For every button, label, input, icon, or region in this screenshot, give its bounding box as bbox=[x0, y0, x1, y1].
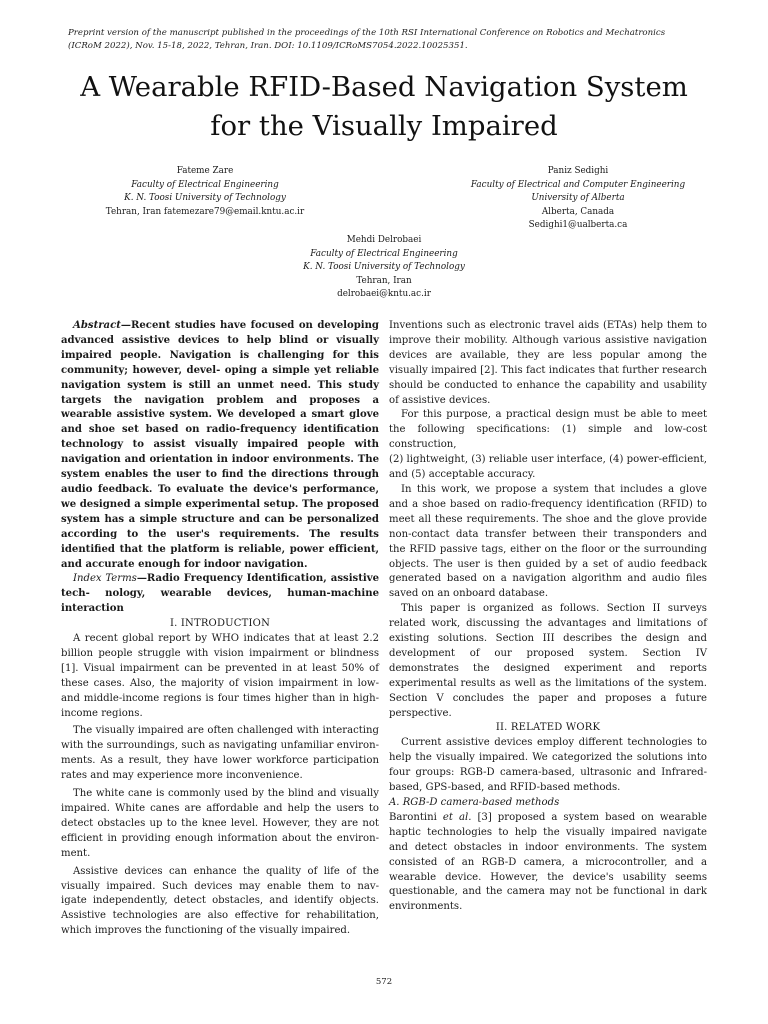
author-name: Paniz Sedighi bbox=[547, 166, 609, 176]
author-email: Sedighi1@ualberta.ca bbox=[528, 220, 628, 231]
author-university: K. N. Toosi University of Technology bbox=[303, 262, 465, 273]
title-line-2: for the Visually Impaired bbox=[210, 110, 558, 142]
paragraph: Current assistive devices employ different technologies to help the visually impaired. We categorized the solutions into four groups: RGB-D camera-based, ultrasonic and Infrared-based, GPS-based, and RFID-based methods. bbox=[389, 737, 707, 794]
author-dept: Faculty of Electrical Engineering bbox=[310, 248, 458, 259]
author-name: Fateme Zare bbox=[176, 166, 234, 176]
paragraph: This paper is organized as follows. Section II surveys related work, discussing the advantages and limitations of existing solutions. Section III describes the design and development of our proposed system. Section IV demonstrates the designed experiment and reports experimental results as well as the limitations of the system. Section V concludes the paper and proposes a future perspective. bbox=[389, 603, 707, 719]
paragraph: The white cane is commonly used by the blind and visually impaired. White canes are affordable and help the users to detect obstacles up to the knee level. However, they are not efficient in providing enough information about the environ- ment. bbox=[61, 788, 379, 859]
author-name: Mehdi Delrobaei bbox=[346, 235, 422, 245]
author-dept: Faculty of Electrical Engineering bbox=[131, 179, 279, 190]
paragraph: For this purpose, a practical design must be able to meet the following specifications: (1) simple and low-cost construction, bbox=[389, 409, 707, 451]
preprint-line-1: Preprint version of the manuscript published in the proceedings of the 10th RSI International Conference on Robotics and Mechatronics bbox=[68, 28, 666, 38]
preprint-line-2: (ICRoM 2022), Nov. 15-18, 2022, Tehran, Iran. DOI: 10.1109/ICRoMS7054.2022.10025351. bbox=[68, 40, 468, 51]
page-number: 572 bbox=[375, 977, 393, 987]
author-dept: Faculty of Electrical and Computer Engineering bbox=[470, 179, 686, 190]
author-location: Tehran, Iran bbox=[356, 275, 412, 286]
right-column bbox=[389, 319, 707, 915]
section-heading-introduction: I. INTRODUCTION bbox=[169, 618, 271, 630]
paragraph: Assistive devices can enhance the quality of life of the visually impaired. Such devices may enable them to nav- igate independently, detect obstacles, and identify objects. Assistive technologies are also effective for rehabilitation, which improves the functioning of the visually impaired. bbox=[61, 865, 379, 937]
author-block-2 bbox=[448, 165, 708, 233]
author-university: K. N. Toosi University of Technology bbox=[124, 193, 286, 204]
paper-title bbox=[0, 68, 768, 146]
author-block-1 bbox=[80, 165, 330, 219]
author-email: delrobaei@kntu.ac.ir bbox=[337, 289, 431, 300]
author-location-email: Tehran, Iran fatemezare79@email.kntu.ac.ir bbox=[105, 206, 305, 217]
cited-author: Barontini bbox=[389, 811, 437, 823]
et-al: et al. bbox=[442, 811, 472, 823]
paragraph: In this work, we propose a system that includes a glove and a shoe based on radio-frequency identification (RFID) to meet all these requirements. The shoe and the glove provide non-contact data transfer between their transponders and the RFID passive tags, either on the floor or the surrounding objects. The user is then guided by a set of audio feedback generated based on a navigation algorithm and audio files saved on an onboard database. bbox=[389, 483, 707, 600]
abstract: Abstract—Recent studies have focused on developing advanced assistive devices to help blind or visually impaired people. Navigation is challenging for this community; however, devel- oping a simple yet reliable navigation system is still an unmet need. This study targets the navigation problem and proposes a wearable assistive system. We developed a smart glove and shoe set based on radio-frequency identification technology to assist visually impaired people with navigation and orientation in indoor environments. The system enables the user to find the directions through audio feedback. To evaluate the device's performance, we designed a simple experimental setup. The proposed system has a simple structure and can be personalized according to the user's requirements. The results identified that the platform is reliable, power efficient, and accurate enough for indoor navigation. bbox=[61, 320, 379, 570]
paragraph-text: [3] proposed a system based on wearable haptic technologies to help the visually impaired navigate and detect obstacles in indoor environments. The system consisted of an RGB-D camera, a microcontroller, and a wearable device. However, the device's usability seems questionable, and the camera may not be functional in dark environments. bbox=[389, 811, 707, 913]
paragraph: (2) lightweight, (3) reliable user interface, (4) power-efficient, and (5) acceptable accuracy. bbox=[389, 454, 707, 481]
paragraph bbox=[389, 811, 707, 915]
index-terms-text: Radio Frequency Identification, assistive tech- nology, wearable devices, human-machine interaction bbox=[61, 573, 379, 615]
index-terms-label: Index Terms bbox=[73, 573, 137, 585]
section-heading-related-work: II. RELATED WORK bbox=[495, 722, 601, 734]
left-column bbox=[61, 319, 379, 939]
author-block-3 bbox=[259, 234, 509, 302]
author-location: Alberta, Canada bbox=[541, 206, 615, 217]
paragraph: Inventions such as electronic travel aids (ETAs) help them to improve their mobility. Although various assistive navigation devices are available, they are less popular among the visually impaired [2]. This fact indicates that further research should be conducted to enhance the capability and usability of assistive devices. bbox=[389, 320, 707, 406]
paragraph: A recent global report by WHO indicates that at least 2.2 billion people struggle with vision impairment or blindness [1]. Visual impairment can be prevented in at least 50% of these cases. Also, the majority of vision impairment in low- and middle-income regions is four times higher than in high-income regions. bbox=[61, 633, 379, 719]
abstract-label: Abstract bbox=[73, 320, 121, 331]
index-terms: Index Terms—Radio Frequency Identification, assistive tech- nology, wearable devices, human-machine interaction bbox=[61, 573, 379, 615]
paragraph: The visually impaired are often challenged with interacting with the surroundings, such as navigating unfamiliar environ- ments. As a result, they have lower workforce participation rates and may experience more inconvenience. bbox=[61, 725, 379, 782]
abstract-text: Recent studies have focused on developing advanced assistive devices to help blind or visually impaired people. Navigation is challenging for this community; however, devel- oping a simple yet reliable navigation system is still an unmet need. This study targets the navigation problem and proposes a wearable assistive system. We developed a smart glove and shoe set based on radio-frequency identification technology to assist visually impaired people with navigation and orientation in indoor environments. The system enables the user to find the directions through audio feedback. To evaluate the device's performance, we designed a simple experimental setup. The proposed system has a simple structure and can be personalized according to the user's requirements. The results identified that the platform is reliable, power efficient, and accurate enough for indoor navigation. bbox=[61, 320, 379, 570]
title-line-1: A Wearable RFID-Based Navigation System bbox=[80, 71, 688, 103]
author-university: University of Alberta bbox=[531, 193, 625, 204]
preprint-note bbox=[68, 27, 708, 52]
subsection-heading: A. RGB-D camera-based methods bbox=[389, 797, 560, 808]
